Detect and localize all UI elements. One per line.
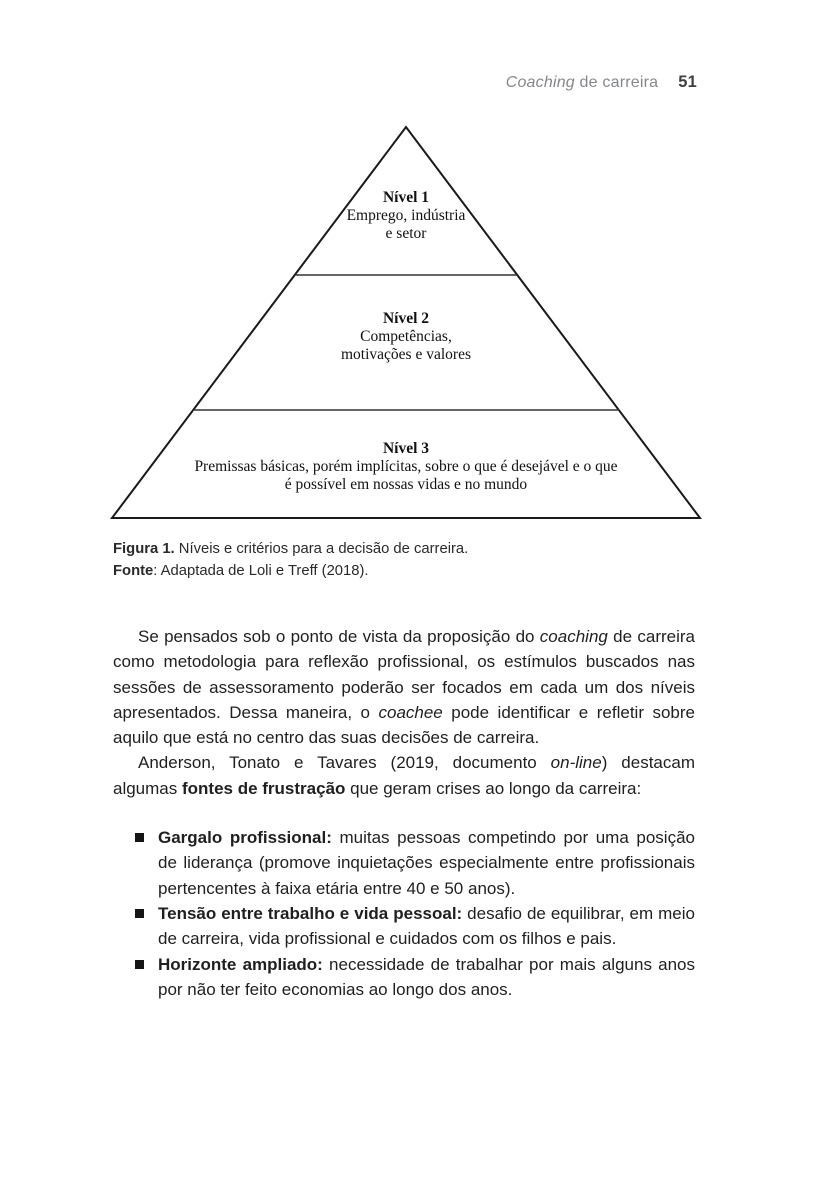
body-text: [113, 624, 695, 1002]
frustration-list: [113, 825, 695, 1002]
level-1-line-1: Emprego, indústria: [346, 207, 466, 224]
paragraph-1-text: de carreira como metodologia para reflexão profissional, os estímulos buscados nas sessões de assessoramento poderão ser focados em cada um dos níveis apresentados. Dessa maneira, o: [113, 627, 695, 722]
list-item: [158, 825, 695, 901]
level-3-line-2: é possível em nossas vidas e no mundo: [284, 476, 528, 493]
level-1-line-2: e setor: [385, 225, 427, 242]
running-head-title: de carreira: [574, 74, 659, 91]
list-item-lead: Gargalo profissional:: [158, 828, 332, 848]
paragraph-1-text: Se pensados sob o ponto de vista da proposição do: [138, 627, 540, 646]
paragraph-2-text: Anderson, Tonato e Tavares (2019, documento: [138, 753, 551, 773]
paragraph-1: [113, 624, 695, 750]
paragraph-1-italic-coaching: coaching: [539, 627, 608, 646]
paragraph-2: [113, 750, 695, 801]
square-bullet-icon: [135, 960, 144, 969]
list-item-text: desafio de equilibrar, em meio de carreira, vida profissional e cuidados com os filhos e pais.: [158, 903, 695, 949]
list-item-lead: Tensão entre trabalho e vida pessoal:: [158, 903, 463, 923]
list-item: [158, 901, 695, 952]
running-head-title-italic: Coaching: [505, 74, 575, 91]
page-number: 51: [678, 73, 697, 91]
level-3-title: Nível 3: [382, 440, 430, 457]
figure-source-line: [113, 560, 697, 582]
figure-caption-text: Níveis e critérios para a decisão de carreira.: [174, 541, 469, 557]
list-item-text: muitas pessoas competindo por uma posição de liderança (promove inquietações especialmente entre profissionais pertencentes à faixa etária entre 40 e 50 anos).: [158, 828, 695, 898]
paragraph-1-italic-coachee: coachee: [378, 702, 443, 722]
list-item-lead: Horizonte ampliado:: [158, 954, 323, 974]
figure-caption: [113, 538, 697, 582]
level-3-line-1: Premissas básicas, porém implícitas, sobre o que é desejável e o que: [194, 458, 618, 475]
level-2-title: Nível 2: [382, 310, 430, 327]
list-item: [158, 952, 695, 1003]
pyramid-level-3: [146, 440, 666, 494]
paragraph-2-text: que geram crises ao longo da carreira:: [345, 778, 642, 798]
paragraph-2-bold-term: fontes de frustração: [181, 778, 346, 798]
square-bullet-icon: [135, 833, 144, 842]
paragraph-2-italic-online: on-line: [550, 753, 602, 773]
figure-source-text: : Adaptada de Loli e Treff (2018).: [153, 563, 369, 579]
figure-caption-label: Figura 1.: [113, 541, 175, 557]
level-1-title: Nível 1: [382, 189, 430, 206]
level-2-line-2: motivações e valores: [341, 346, 471, 363]
pyramid-level-2: [266, 310, 546, 364]
figure-source-label: Fonte: [113, 563, 154, 579]
list-item-text: necessidade de trabalhar por mais alguns anos por não ter feito economias ao longo dos anos.: [158, 954, 695, 999]
figure-caption-line: [113, 538, 697, 560]
paragraph-1-text: pode identificar e refletir sobre aquilo que está no centro das suas decisões de carreira.: [113, 702, 695, 748]
paragraph-2-text: ) destacam algumas: [113, 753, 695, 798]
pyramid-figure: [0, 0, 827, 560]
level-2-line-1: Competências,: [360, 328, 452, 345]
square-bullet-icon: [135, 909, 144, 918]
pyramid-level-1: [306, 189, 506, 243]
